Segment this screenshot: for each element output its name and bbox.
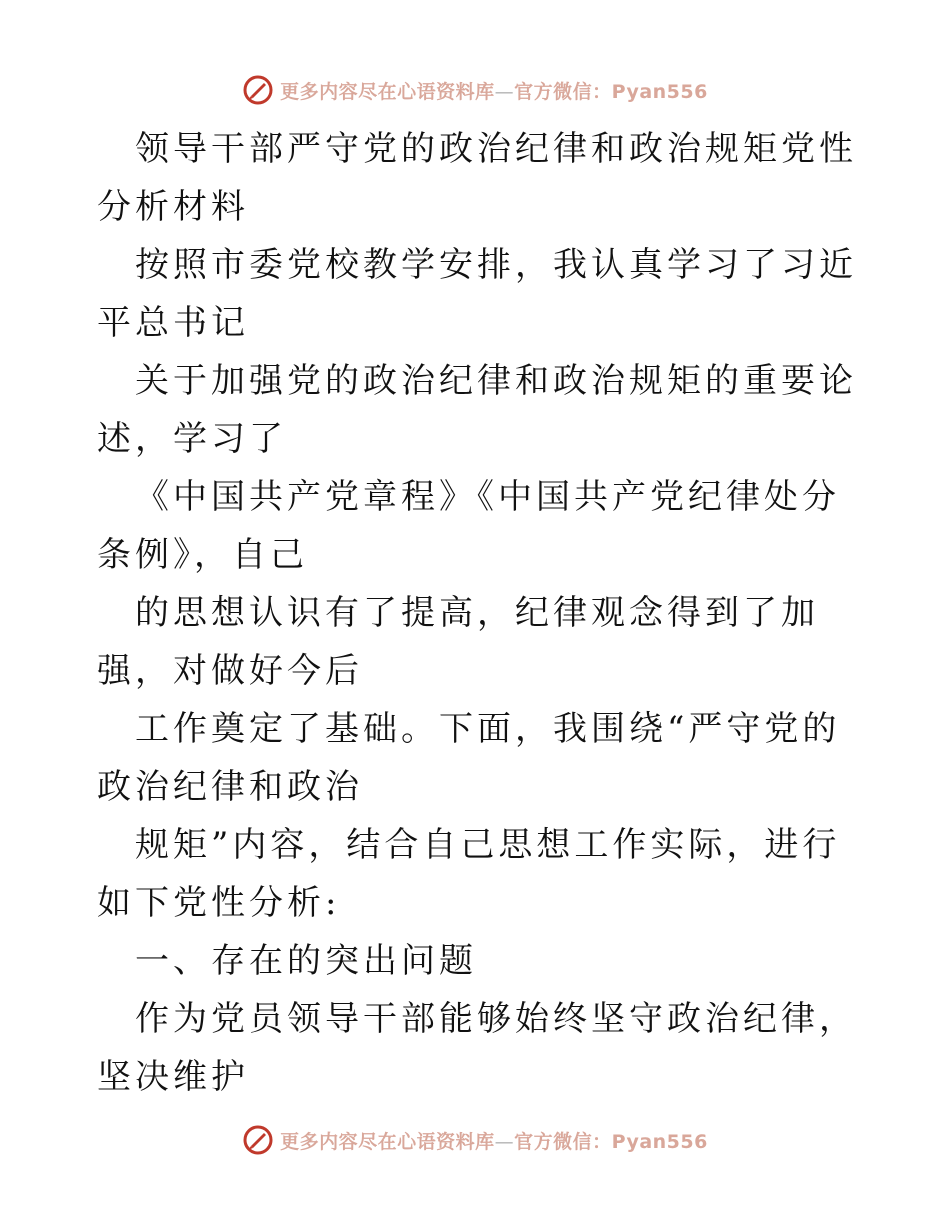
footer-banner-text: 更多内容尽在心语资料库—官方微信：Pyan556 bbox=[280, 1130, 708, 1153]
paragraph: 作为党员领导干部能够始终坚守政治纪律，坚决维护 bbox=[97, 999, 857, 1097]
quill-logo-icon bbox=[242, 74, 274, 106]
quill-logo-icon bbox=[242, 1124, 274, 1156]
paragraph: 《中国共产党章程》《中国共产党纪律处分条例》，自己 bbox=[97, 477, 840, 575]
paragraph: 关于加强党的政治纪律和政治规矩的重要论述，学习了 bbox=[97, 361, 857, 459]
document-title: 领导干部严守党的政治纪律和政治规矩党性分析材料 bbox=[97, 129, 857, 227]
paragraph: 按照市委党校教学安排，我认真学习了习近平总书记 bbox=[97, 245, 857, 343]
section-heading: 一、存在的突出问题 bbox=[135, 941, 477, 981]
document-body bbox=[97, 120, 867, 1106]
footer-banner bbox=[0, 1120, 950, 1160]
paragraph: 规矩”内容，结合自己思想工作实际，进行如下党性分析: bbox=[97, 825, 841, 923]
paragraph: 的思想认识有了提高，纪律观念得到了加强，对做好今后 bbox=[97, 593, 819, 691]
header-banner-text: 更多内容尽在心语资料库—官方微信：Pyan556 bbox=[280, 80, 708, 103]
header-banner bbox=[0, 70, 950, 110]
paragraph: 工作奠定了基础。下面，我围绕“严守党的政治纪律和政治 bbox=[97, 709, 841, 807]
